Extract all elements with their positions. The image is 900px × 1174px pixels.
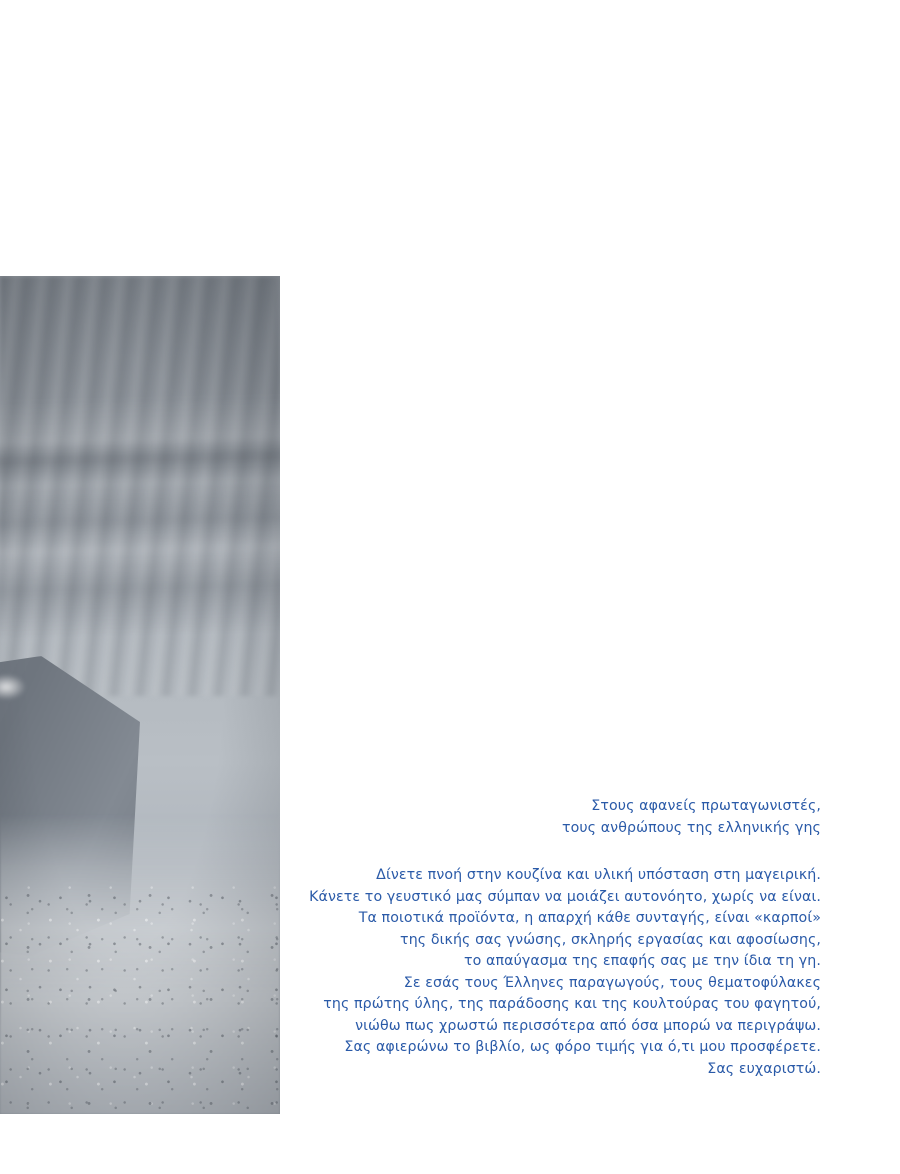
dedication-line: Τα ποιοτικά προϊόντα, η απαρχή κάθε συνταγής, είναι «καρποί»	[358, 910, 821, 926]
dedication-line: νιώθω πως χρωστώ περισσότερα από όσα μπορώ να περιγράψω.	[355, 1017, 821, 1034]
dedication-line: της πρώτης ύλης, της παράδοσης και της κουλτούρας του φαγητού,	[323, 996, 821, 1012]
dedication-line: Δίνετε πνοή στην κουζίνα και υλική υπόσταση στη μαγειρική.	[376, 867, 821, 883]
stone-photograph	[0, 276, 280, 1114]
dedication-line: το απαύγασμα της επαφής σας με την ίδια τη γη.	[464, 953, 821, 969]
salutation-line: Στους αφανείς πρωταγωνιστές,	[591, 798, 821, 814]
dedication-line: Σε εσάς τους Έλληνες παραγωγούς, τους θεματοφύλακες	[403, 974, 821, 991]
dedication-line: της δικής σας γνώσης, σκληρής εργασίας και αφοσίωσης,	[400, 931, 821, 948]
dedication-salutation	[301, 796, 821, 839]
dedication-block	[301, 796, 821, 1080]
dedication-line: Σας ευχαριστώ.	[707, 1060, 821, 1077]
dedication-line: Σας αφιερώνω το βιβλίο, ως φόρο τιμής για ό,τι μου προσφέρετε.	[344, 1039, 821, 1055]
dedication-body	[301, 865, 821, 1080]
dedication-line: Κάνετε το γευστικό μας σύμπαν να μοιάζει αυτονόητο, χωρίς να είναι.	[309, 888, 821, 905]
photo-vignette-layer	[0, 276, 280, 1114]
salutation-line: τους ανθρώπους της ελληνικής γης	[561, 819, 821, 836]
